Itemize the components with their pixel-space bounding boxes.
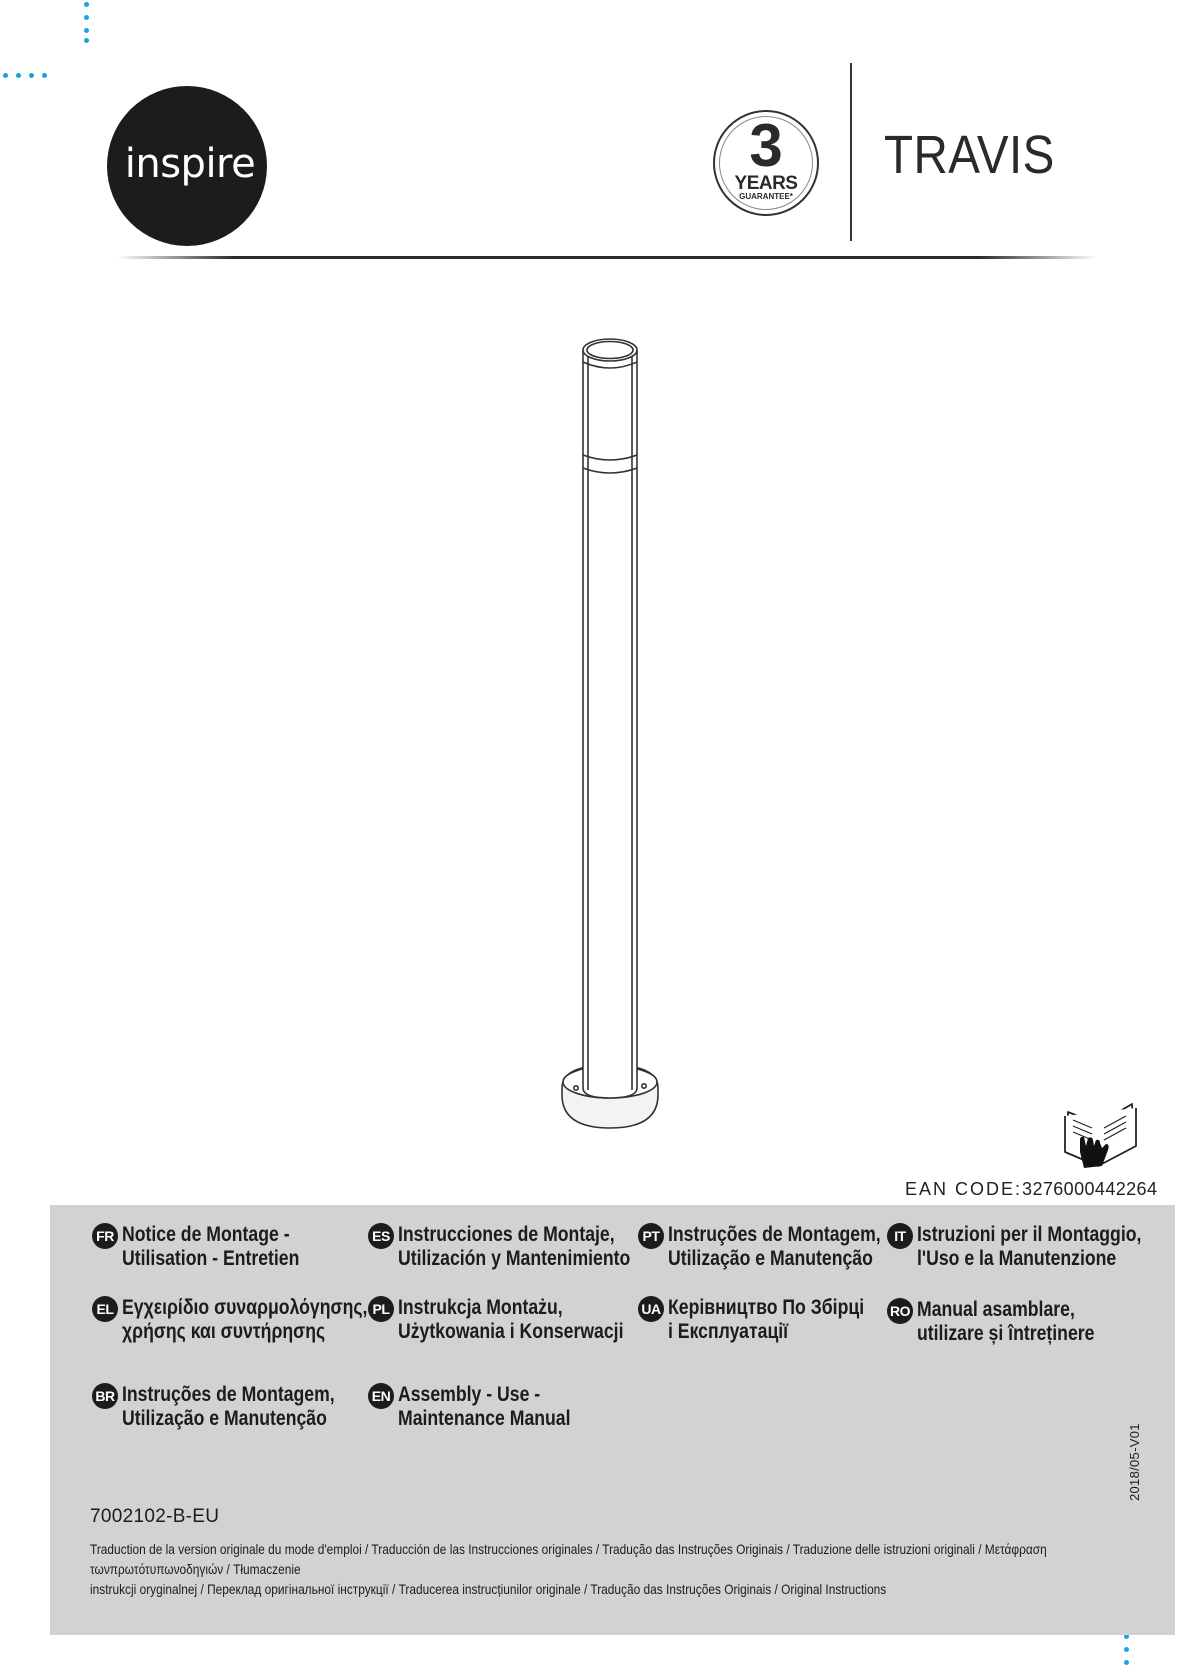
manual-book-icon: [1062, 1096, 1140, 1176]
language-code-badge: PL: [368, 1296, 394, 1322]
language-entry-pt: [638, 1223, 921, 1271]
corner-dots-top-vertical: [84, 0, 90, 42]
corner-dots-bottom-vertical: [1124, 1632, 1130, 1672]
header-divider: [850, 63, 852, 241]
language-entry-pl: [368, 1296, 666, 1344]
language-entry-br: [92, 1383, 375, 1431]
language-code-badge: EN: [368, 1383, 394, 1409]
guarantee-years-number: 3: [749, 112, 783, 179]
product-name: TRAVIS: [884, 125, 1055, 185]
language-entry-ro: [887, 1298, 1128, 1346]
language-code-badge: ES: [368, 1223, 394, 1249]
language-entry-es: [368, 1223, 675, 1271]
language-title: Εγχειρίδιο συναρμολόγησης, χρήσης και συντήρησης: [122, 1296, 368, 1343]
language-title: Instruções de Montagem, Utilização e Manutenção: [668, 1223, 881, 1270]
language-entry-ua: [638, 1296, 901, 1344]
language-title: Istruzioni per il Montaggio, l'Uso e la Manutenzione: [917, 1223, 1142, 1270]
language-title: Manual asamblare, utilizare și întreținere: [917, 1298, 1095, 1345]
language-title: Assembly - Use - Maintenance Manual: [398, 1383, 571, 1430]
document-reference: 7002102-B-EU: [90, 1506, 220, 1527]
language-title: Instruções de Montagem, Utilização e Manutenção: [122, 1383, 335, 1430]
language-code-badge: FR: [92, 1223, 118, 1249]
brand-logo: [107, 86, 267, 246]
language-entry-en: [368, 1383, 603, 1431]
language-entry-it: [887, 1223, 1184, 1271]
language-code-badge: BR: [92, 1383, 118, 1409]
language-code-badge: UA: [638, 1296, 664, 1322]
language-entry-el: [92, 1296, 414, 1344]
language-entry-fr: [92, 1223, 333, 1271]
ean-number: 3276000442264: [1022, 1179, 1158, 1199]
language-title: Notice de Montage - Utilisation - Entretien: [122, 1223, 300, 1270]
translation-note: Traduction de la version originale du mode d'emploi / Traducción de las Instrucciones originales / Tradução das Instruções Originais / Traduzione delle istruzioni originali / Μετάφραση τωνπρωτότυπωνοδηγιών / Tłumaczenie instrukcji oryginalnej / Переклад оригінальної інструкції / Traducerea instrucțiunilor originale / Tradução das Instruções Originais / Original Instructions: [90, 1541, 1047, 1597]
header-rule: [117, 256, 1097, 259]
language-code-badge: EL: [92, 1296, 118, 1322]
ean-code: [905, 1178, 1157, 1200]
guarantee-years-label: YEARS: [734, 173, 798, 194]
corner-dots-top-horizontal: [0, 73, 55, 79]
language-code-badge: RO: [887, 1298, 913, 1324]
language-code-badge: IT: [887, 1223, 913, 1249]
guarantee-label: GUARANTEE*: [739, 192, 793, 201]
language-title: Instrucciones de Montaje, Utilización y Mantenimiento: [398, 1223, 631, 1270]
ean-label: EAN CODE:: [905, 1179, 1023, 1199]
language-title: Instrukcja Montażu, Użytkowania i Konserwacji: [398, 1296, 624, 1343]
guarantee-badge: [713, 110, 819, 216]
bollard-light-drawing: [540, 330, 680, 1130]
brand-logo-text: inspire: [124, 141, 256, 187]
language-title: Керівництво По Збірці і Експлуатації: [668, 1296, 865, 1343]
document-version: 2018/05-V01: [1127, 1423, 1142, 1501]
language-code-badge: PT: [638, 1223, 664, 1249]
